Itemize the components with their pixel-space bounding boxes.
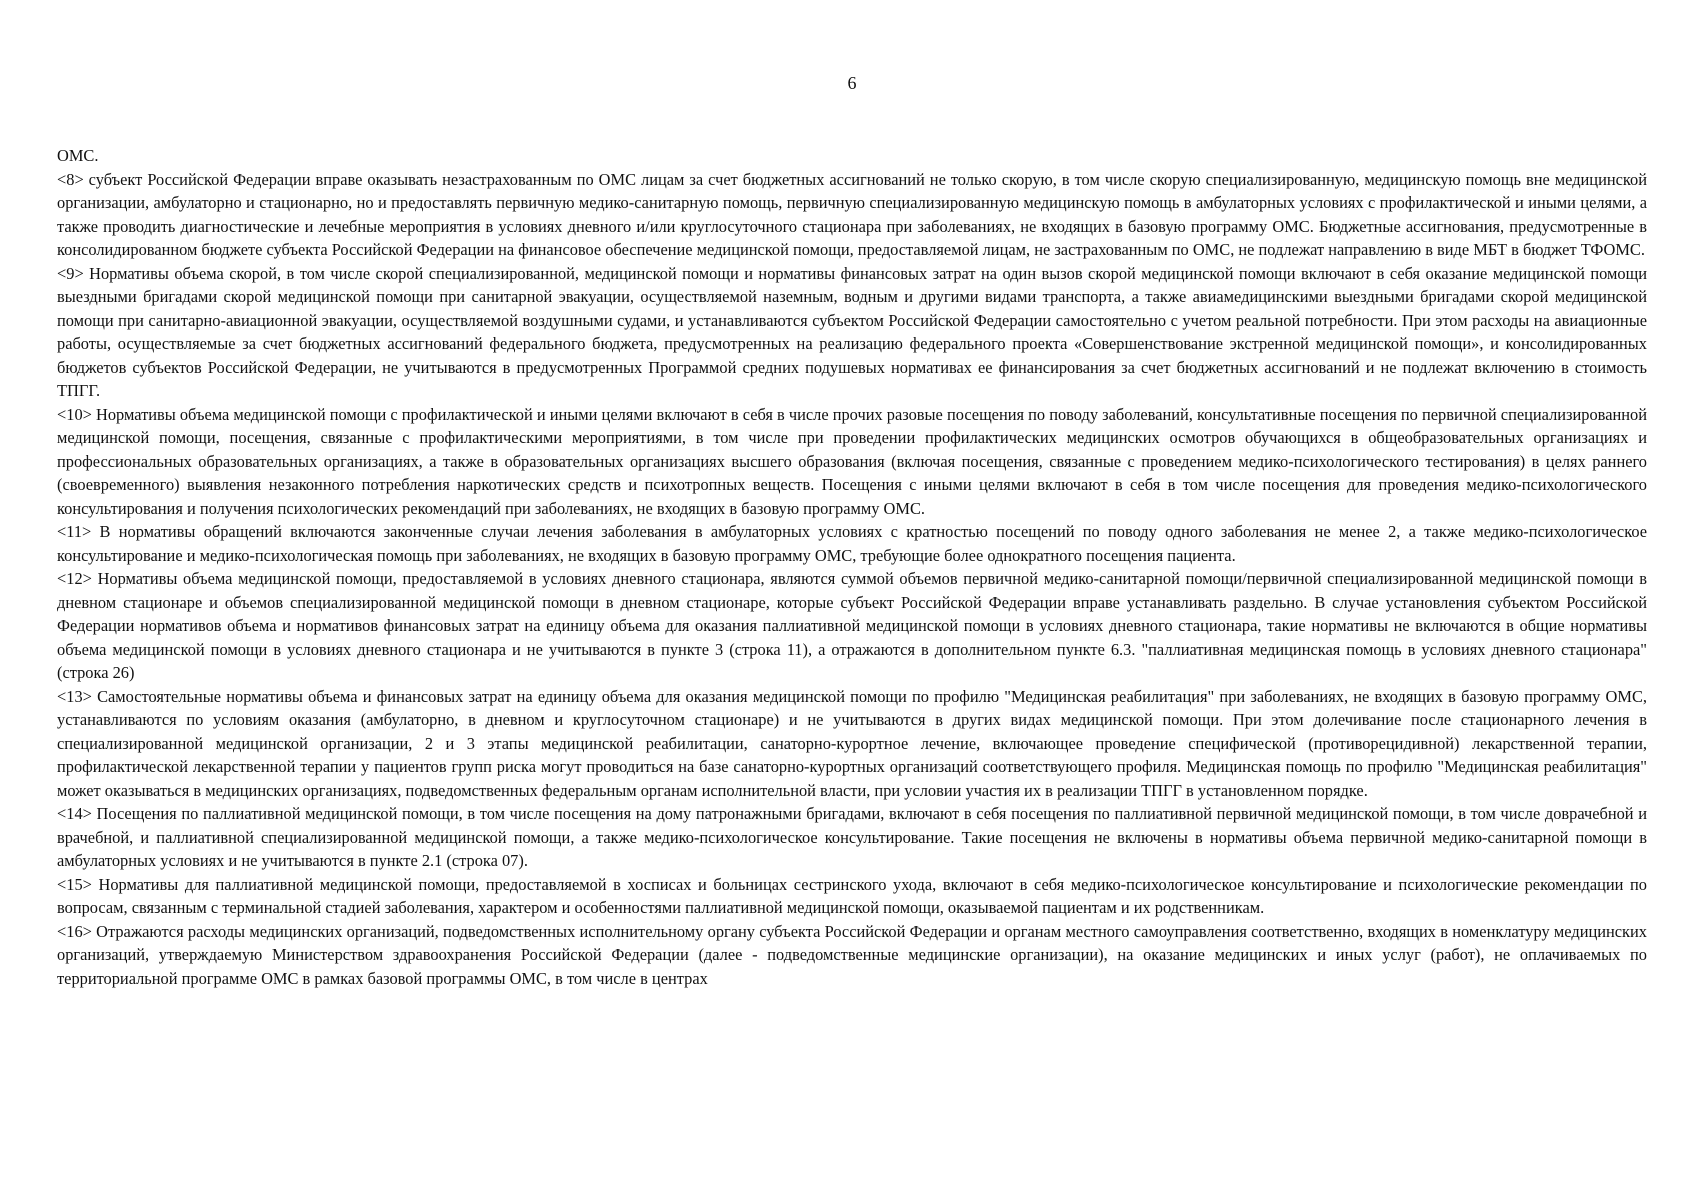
- page-number: 6: [847, 73, 857, 93]
- footnote-16: <16> Отражаются расходы медицинских организаций, подведомственных исполнительному органу субъекта Российской Федерации и органам местного самоуправления соответственно, входящих в номенклатуру медицинских организаций, утверждаемую Министерством здравоохранения Российской Федерации (далее - подведомственные медицинские организации), на оказание медицинских и иных услуг (работ), не оплачиваемых по территориальной программе ОМС в рамках базовой программы ОМС, в том числе в центрах: [57, 921, 1647, 988]
- footnote-8: <8> субъект Российской Федерации вправе оказывать незастрахованным по ОМС лицам за счет бюджетных ассигнований не только скорую, в том числе скорую специализированную, медицинскую помощь вне медицинской организации, амбулаторно и стационарно, но и предоставлять первичную медико-санитарную помощь, первичную специализированную медицинскую помощь в амбулаторных условиях с профилактической и иными целями, а также проводить диагностические и лечебные мероприятия в условиях дневного и/или круглосуточного стационара при заболеваниях, не входящих в базовую программу ОМС. Бюджетные ассигнования, предусмотренные в консолидированном бюджете субъекта Российской Федерации на финансовое обеспечение медицинской помощи, предоставляемой лицам, не застрахованным по ОМС, не подлежат направлению в виде МБТ в бюджет ТФОМС.: [57, 169, 1647, 259]
- footnote-12: <12> Нормативы объема медицинской помощи, предоставляемой в условиях дневного стационара, являются суммой объемов первичной медико-санитарной помощи/первичной специализированной медицинской помощи в дневном стационаре и объемов специализированной медицинской помощи в дневном стационаре, которые субъект Российской Федерации вправе устанавливать раздельно. В случае установления субъектом Российской Федерации нормативов объема и нормативов финансовых затрат на единицу объема для оказания паллиативной медицинской помощи в условиях дневного стационара, такие нормативы не включаются в общие нормативы объема медицинской помощи в условиях дневного стационара и не учитываются в пункте 3 (строка 11), а отражаются в дополнительном пункте 6.3. "паллиативная медицинская помощь в условиях дневного стационара" (строка 26): [57, 569, 1647, 682]
- footnote-9: <9> Нормативы объема скорой, в том числе скорой специализированной, медицинской помощи и нормативы финансовых затрат на один вызов скорой медицинской помощи включают в себя оказание медицинской помощи выездными бригадами скорой медицинской помощи при санитарной эвакуации, осуществляемой наземным, водным и другими видами транспорта, а также авиамедицинскими выездными бригадами скорой медицинской помощи при санитарно-авиационной эвакуации, осуществляемой воздушными судами, и устанавливаются субъектом Российской Федерации самостоятельно с учетом реальной потребности. При этом расходы на авиационные работы, осуществляемые за счет бюджетных ассигнований федерального бюджета, предусмотренных на реализацию федерального проекта «Совершенствование экстренной медицинской помощи», и консолидированных бюджетов субъектов Российской Федерации, не учитываются в предусмотренных Программой средних подушевых нормативах ее финансирования за счет бюджетных ассигнований и не подлежат включению в стоимость ТПГГ.: [57, 263, 1647, 400]
- document-page: [57, 0, 1647, 1200]
- footnote-14: <14> Посещения по паллиативной медицинской помощи, в том числе посещения на дому патронажными бригадами, включают в себя посещения по паллиативной первичной медицинской помощи, в том числе доврачебной и врачебной, и паллиативной специализированной медицинской помощи, а также медико-психологическое консультирование. Такие посещения не включены в нормативы объема первичной медико-санитарной помощи в амбулаторных условиях и не учитываются в пункте 2.1 (строка 07).: [57, 804, 1647, 870]
- paragraph-continuation: ОМС.: [57, 146, 99, 165]
- footnote-10: <10> Нормативы объема медицинской помощи с профилактической и иными целями включают в себя в числе прочих разовые посещения по поводу заболеваний, консультативные посещения по первичной специализированной медицинской помощи, посещения, связанные с профилактическими мероприятиями, в том числе при проведении профилактических медицинских осмотров обучающихся в общеобразовательных организациях и профессиональных образовательных организациях, а также в образовательных организациях высшего образования (включая посещения, связанные с проведением медико-психологического тестирования) в целях раннего (своевременного) выявления незаконного потребления наркотических средств и психотропных веществ. Посещения с иными целями включают в себя в том числе посещения для проведения медико-психологического консультирования и получения психологических рекомендаций при заболеваниях, не входящих в базовую программу ОМС.: [57, 404, 1647, 518]
- footnote-15: <15> Нормативы для паллиативной медицинской помощи, предоставляемой в хосписах и больницах сестринского ухода, включают в себя медико-психологическое консультирование и психологические рекомендации по вопросам, связанным с терминальной стадией заболевания, характером и особенностями паллиативной медицинской помощи, оказываемой пациентам и их родственникам.: [57, 874, 1647, 917]
- footnote-13: <13> Самостоятельные нормативы объема и финансовых затрат на единицу объема для оказания медицинской помощи по профилю "Медицинская реабилитация" при заболеваниях, не входящих в базовую программу ОМС, устанавливаются по условиям оказания (амбулаторно, в дневном и круглосуточном стационаре) и не учитываются в других видах медицинской помощи. При этом долечивание после стационарного лечения в специализированной медицинской организации, 2 и 3 этапы медицинской реабилитации, санаторно-курортное лечение, включающее проведение специфической (противорецидивной) лекарственной терапии, профилактической лекарственной терапии у пациентов групп риска могут проводиться на базе санаторно-курортных организаций соответствующего профиля. Медицинская помощь по профилю "Медицинская реабилитация" может оказываться в медицинских организациях, подведомственных федеральным органам исполнительной власти, при условии участия их в реализации ТПГГ в установленном порядке.: [57, 686, 1647, 800]
- footnote-11: <11> В нормативы обращений включаются законченные случаи лечения заболевания в амбулаторных условиях с кратностью посещений по поводу одного заболевания не менее 2, а также медико-психологическое консультирование и медико-психологическая помощь при заболеваниях, не входящих в базовую программу ОМС, требующие более однократного посещения пациента.: [57, 522, 1647, 565]
- document-body: [57, 144, 1647, 990]
